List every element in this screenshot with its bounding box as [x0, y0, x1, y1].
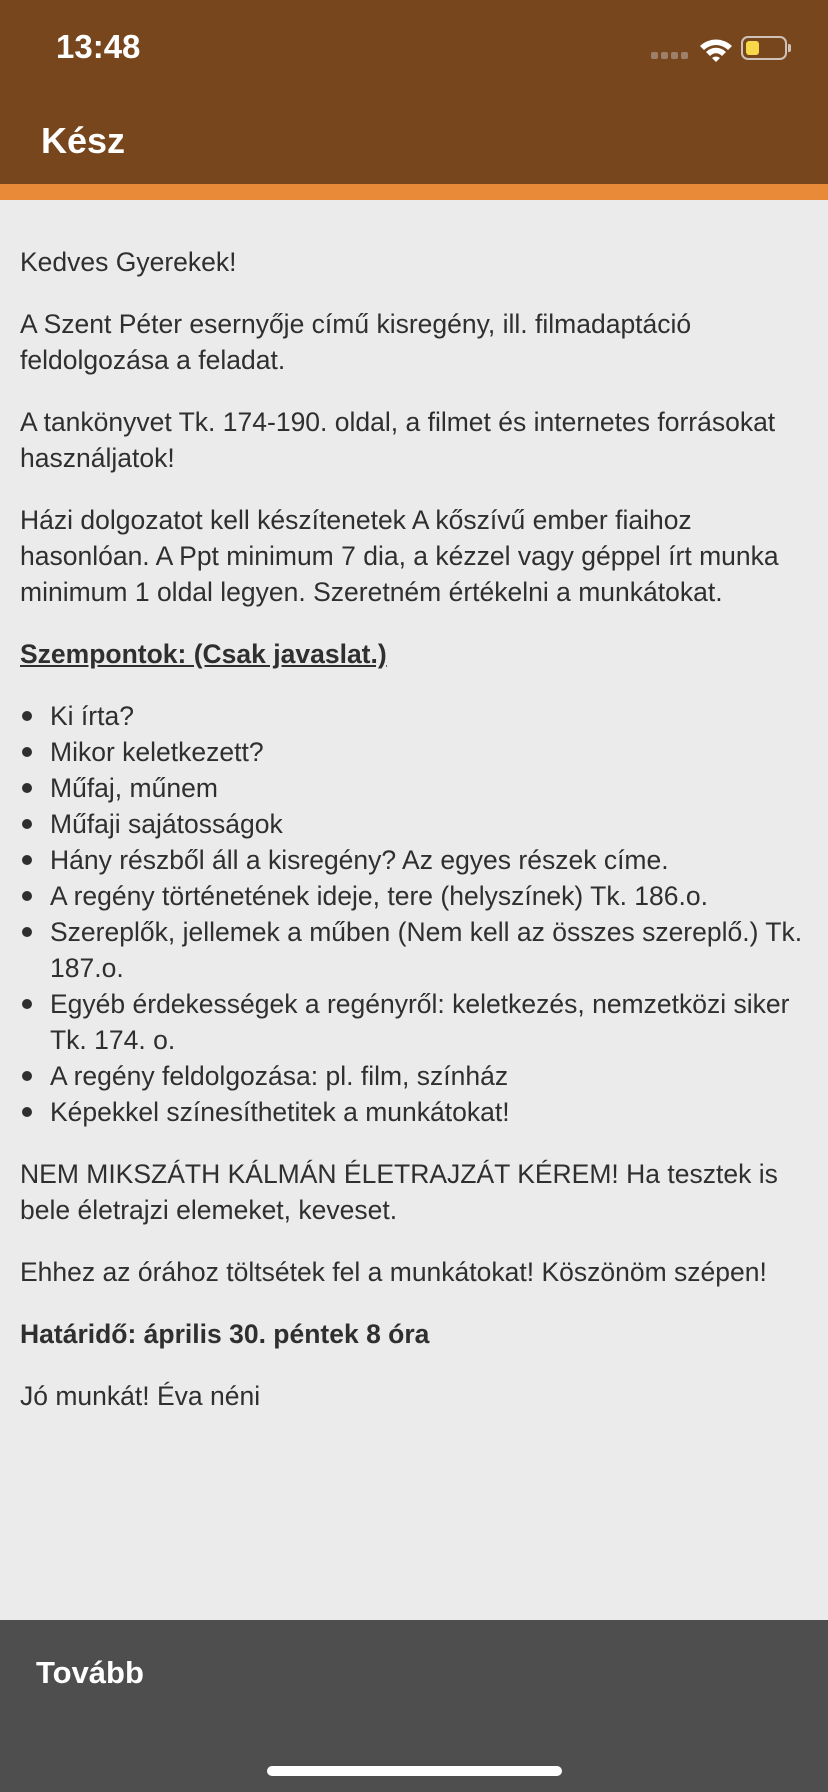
list-item: Hány részből áll a kisregény? Az egyes részek címe.: [20, 842, 810, 878]
list-item: Ki írta?: [20, 698, 810, 734]
deadline: Határidő: április 30. péntek 8 óra: [20, 1319, 430, 1349]
list-item: Műfaji sajátosságok: [20, 806, 810, 842]
list-item: Egyéb érdekességek a regényről: keletkezés, nemzetközi siker Tk. 174. o.: [20, 986, 810, 1058]
paragraph-biography-note: NEM MIKSZÁTH KÁLMÁN ÉLETRAJZÁT KÉREM! Ha tesztek is bele életrajzi elemeket, keveset.: [20, 1159, 778, 1225]
cellular-signal-icon: [651, 52, 691, 60]
list-item: Mikor keletkezett?: [20, 734, 810, 770]
done-button[interactable]: Kész: [41, 120, 126, 161]
battery-low-icon: [741, 36, 787, 60]
status-bar: [0, 0, 828, 100]
list-item: A regény történetének ideje, tere (helyszínek) Tk. 186.o.: [20, 878, 810, 914]
paragraph-requirements: Házi dolgozatot kell készítenetek A kőszívű ember fiaihoz hasonlóan. A Ppt minimum 7 dia, a kézzel vagy géppel írt munka minimum 1 oldal legyen. Szeretném értékelni a munkátokat.: [20, 505, 779, 607]
aspects-heading: Szempontok: (Csak javaslat.): [20, 639, 387, 669]
list-item: Műfaj, műnem: [20, 770, 810, 806]
paragraph-sources: A tankönyvet Tk. 174-190. oldal, a filmet és internetes forrásokat használjatok!: [20, 407, 776, 473]
greeting: Kedves Gyerekek!: [20, 247, 237, 277]
home-indicator[interactable]: [267, 1766, 562, 1776]
list-item: A regény feldolgozása: pl. film, színház: [20, 1058, 810, 1094]
aspects-list: [20, 698, 810, 1130]
status-time: 13:48: [56, 28, 141, 65]
accent-stripe: [0, 184, 828, 200]
assignment-content: [20, 244, 810, 1440]
list-item: Szereplők, jellemek a műben (Nem kell az összes szereplő.) Tk. 187.o.: [20, 914, 810, 986]
list-item: Képekkel színesíthetitek a munkátokat!: [20, 1094, 810, 1130]
paragraph-upload: Ehhez az órához töltsétek fel a munkátokat! Köszönöm szépen!: [20, 1257, 767, 1287]
wifi-icon: [698, 36, 734, 64]
next-button[interactable]: Tovább: [36, 1655, 144, 1690]
signoff: Jó munkát! Éva néni: [20, 1381, 261, 1411]
footer-bar: [0, 1620, 828, 1792]
nav-bar: [0, 100, 828, 184]
paragraph-task: A Szent Péter esernyője című kisregény, ill. filmadaptáció feldolgozása a feladat.: [20, 309, 692, 375]
